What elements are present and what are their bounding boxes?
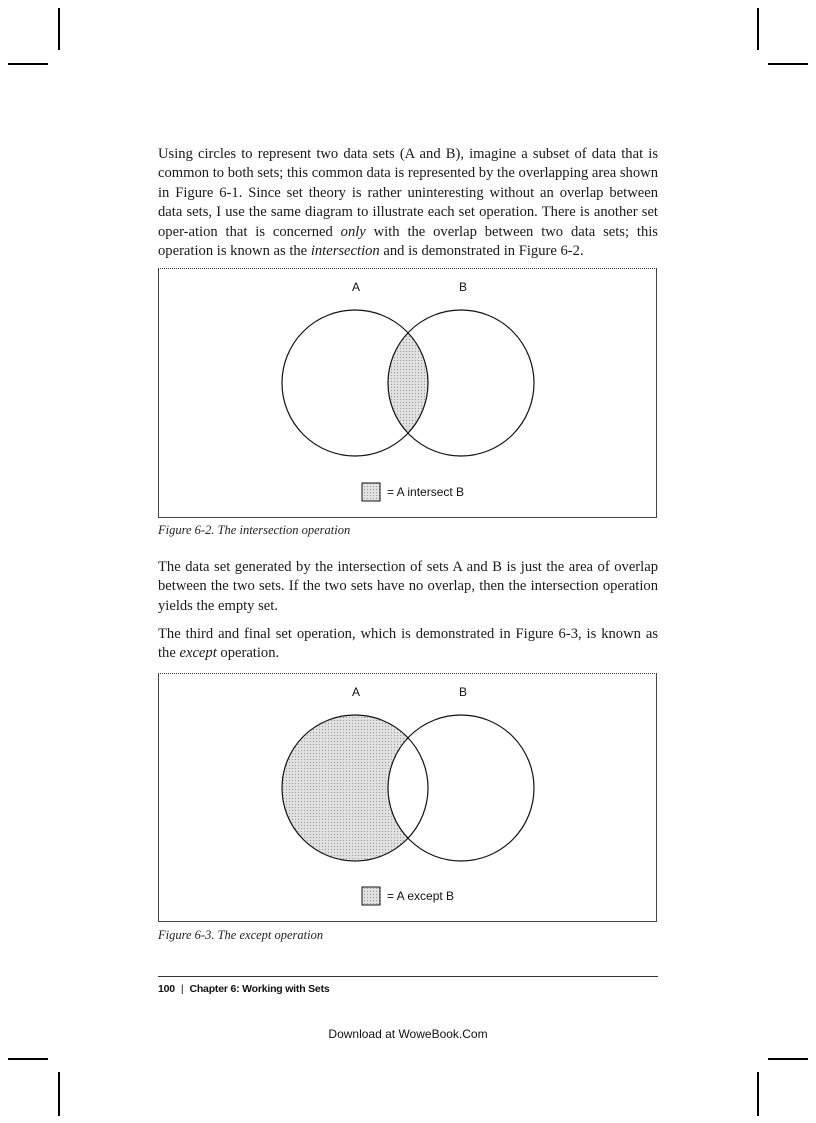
except-region [282,715,428,861]
third-operation-paragraph: The third and final set operation, which is demonstrated in Figure 6-3, is known as the except operation. [158,626,658,662]
footer-rule [158,976,658,977]
figure-6-2-box [158,268,657,518]
intersection-region [388,310,534,456]
legend-swatch [362,887,380,905]
set-a-label: A [352,280,361,294]
legend-text: = A except B [387,889,455,903]
venn-diagram-except [159,674,656,921]
figure-6-2-caption: Figure 6-2. The intersection operation [158,523,351,537]
crop-mark-top-right-horizontal [768,63,808,65]
legend-text: = A intersect B [387,485,465,499]
venn-diagram-intersection [159,269,656,517]
crop-mark-top-right-vertical [757,8,759,50]
chapter-title: Chapter 6: Working with Sets [189,983,330,995]
intro-paragraph: Using circles to represent two data sets (A and B), imagine a subset of data that is common to both sets; this common data is represented by the overlapping area shown in Figure 6-1. Since set theory is rather uninteresting without an overlap between data sets, I use the same diagram to illustrate each set operation. There is another set oper-ation that is concerned only with the overlap between two data sets; this operation is known as the intersection and is demonstrated in Figure 6-2. [158,146,658,260]
download-watermark: Download at WoweBook.Com [328,1027,488,1041]
intersection-result-paragraph: The data set generated by the intersection of sets A and B is just the area of overlap between the two sets. If the two sets have no overlap, then the intersection operation yields the empty set. [158,559,658,614]
crop-mark-bottom-right-horizontal [768,1058,808,1060]
crop-mark-bottom-left-vertical [58,1072,60,1116]
figure-6-3-box [158,673,657,922]
crop-mark-bottom-right-vertical [757,1072,759,1116]
footer-separator: | [180,983,184,995]
legend-swatch [362,483,380,501]
page-footer [158,983,330,995]
set-b-label: B [459,280,468,294]
page-number: 100 [158,983,175,995]
set-b-label: B [459,685,468,699]
crop-mark-top-left-horizontal [8,63,48,65]
figure-6-3-caption: Figure 6-3. The except operation [158,928,324,942]
crop-mark-bottom-left-horizontal [8,1058,48,1060]
crop-mark-top-left-vertical [58,8,60,50]
set-a-label: A [352,685,361,699]
